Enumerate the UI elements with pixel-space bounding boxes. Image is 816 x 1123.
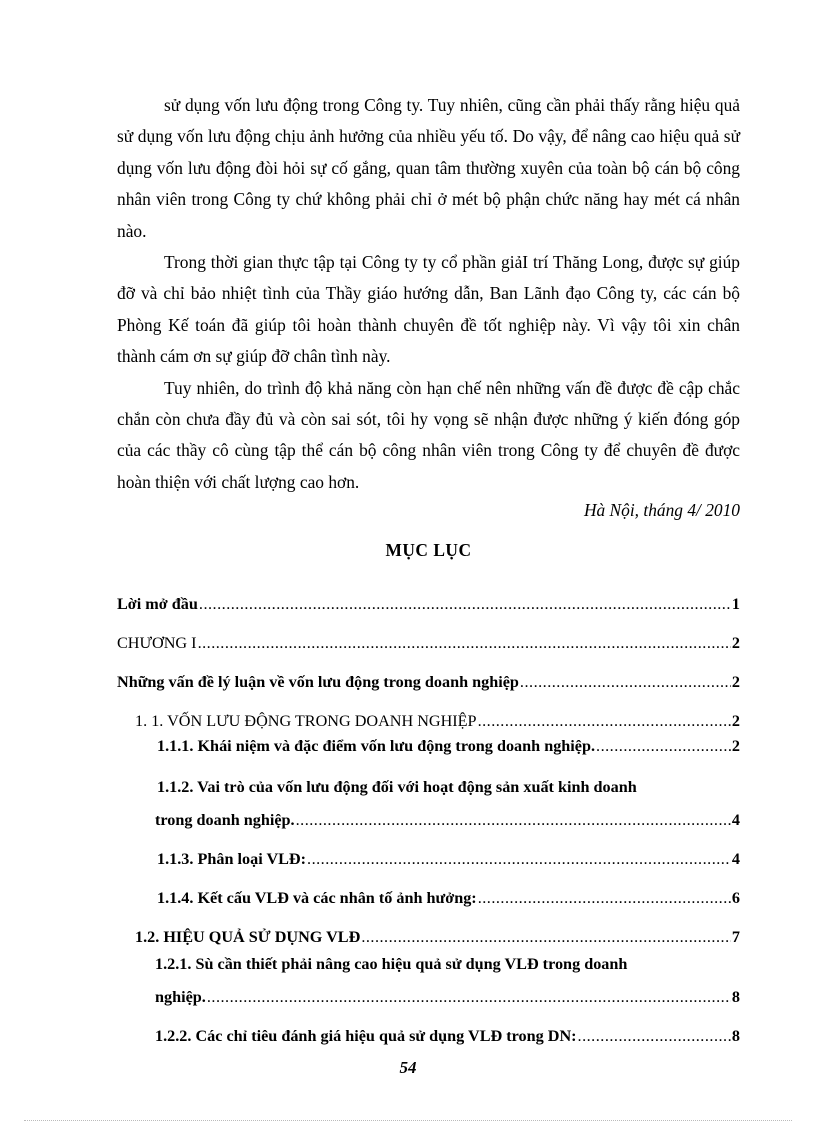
toc-page-number: 7 <box>731 928 740 947</box>
footer-divider <box>24 1120 792 1121</box>
toc-page-number: 8 <box>731 988 740 1007</box>
toc-entry-1-2-2[interactable]: 1.2.2. Các chỉ tiêu đánh giá hiệu quả sử dụng VLĐ trong DN: ..... 8 <box>117 1021 740 1052</box>
toc-page-number: 2 <box>731 673 740 692</box>
toc-page-number: 6 <box>731 889 740 908</box>
toc-leader <box>198 628 731 659</box>
toc-leader <box>596 731 731 762</box>
toc-leader <box>578 1021 731 1052</box>
toc-leader <box>207 982 731 1013</box>
toc-entry-1-1-2-cont[interactable]: trong doanh nghiệp. ..... 4 <box>117 805 740 836</box>
toc-entry-chapter-heading[interactable]: Những vấn đề lý luận về vốn lưu động trong doanh nghiệp ..... 2 <box>117 667 740 698</box>
toc-entry-section-1-1[interactable]: 1. 1. VỐN LƯU ĐỘNG TRONG DOANH NGHIỆP ..... 2 <box>117 706 740 737</box>
toc-page-number: 1 <box>731 595 740 614</box>
toc-entry-section-1-2[interactable]: 1.2. HIỆU QUẢ SỬ DỤNG VLĐ ..... 7 <box>117 922 740 953</box>
toc-entry-1-1-4[interactable]: 1.1.4. Kết cấu VLĐ và các nhân tố ảnh hưởng: ..... 6 <box>117 883 740 914</box>
toc-entry-chuong-1[interactable]: CHƯƠNG I ..... 2 <box>117 628 740 659</box>
toc-page-number: 8 <box>731 1027 740 1046</box>
toc-page-number: 2 <box>731 634 740 653</box>
page-number: 54 <box>399 1058 417 1077</box>
toc-page-number: 4 <box>731 850 740 869</box>
paragraph-2: Trong thời gian thực tập tại Công ty ty cổ phần giảI trí Thăng Long, được sự giúp đỡ và chỉ bảo nhiệt tình của Thầy giáo hướng dẫn, Ban Lãnh đạo Công ty, các cán bộ Phòng Kế toán đã giúp tôi hoàn thành chuyên đề tốt nghiệp này. Vì vậy tôi xin chân thành cám ơn sự giúp đỡ chân tình này. <box>117 252 740 367</box>
toc-page-number: 2 <box>731 712 740 731</box>
toc-entry-1-2-1[interactable]: 1.2.1. Sù cần thiết phải nâng cao hiệu quả sử dụng VLĐ trong doanh <box>155 955 628 974</box>
toc-entry-1-1-2[interactable]: 1.1.2. Vai trò của vốn lưu động đối với hoạt động sản xuất kinh doanh <box>157 778 637 797</box>
table-of-contents <box>117 589 740 1052</box>
toc-leader <box>296 805 731 836</box>
toc-page-number: 4 <box>731 811 740 830</box>
toc-page-number: 2 <box>731 737 740 756</box>
toc-leader <box>478 883 731 914</box>
toc-title: MỤC LỤC <box>385 540 472 561</box>
toc-leader <box>307 844 731 875</box>
paragraph-1: sử dụng vốn lưu động trong Công ty. Tuy nhiên, cũng cần phải thấy rằng hiệu quả sử dụng vốn lưu động chịu ảnh hưởng của nhiều yếu tố. Do vậy, để nâng cao hiệu quả sử dụng vốn lưu động đòi hỏi sự cố gắng, quan tâm thường xuyên của toàn bộ cán bộ công nhân viên trong Công ty chứ không phải chỉ ở mét bộ phận chức năng hay mét cá nhân nào. <box>117 95 740 241</box>
document-body <box>117 90 740 1052</box>
toc-entry-1-1-1[interactable]: 1.1.1. Khái niệm và đặc điểm vốn lưu động trong doanh nghiệp. ..... 2 <box>117 731 740 762</box>
toc-entry-1-2-1-cont[interactable]: nghiệp. ..... 8 <box>117 982 740 1013</box>
signature-date: Hà Nội, tháng 4/ 2010 <box>583 500 740 521</box>
toc-leader <box>520 667 731 698</box>
toc-entry-1-1-3[interactable]: 1.1.3. Phân loại VLĐ: ..... 4 <box>117 844 740 875</box>
paragraph-3: Tuy nhiên, do trình độ khả năng còn hạn chế nên những vấn đề được đề cập chắc chắn còn chưa đầy đủ và còn sai sót, tôi hy vọng sẽ nhận được những ý kiến đóng góp của các thầy cô cùng tập thể cán bộ công nhân viên trong Công ty để chuyên đề được hoàn thiện với chất lượng cao hơn. <box>117 377 740 492</box>
toc-leader <box>199 589 731 620</box>
toc-entry-loi-mo-dau[interactable]: Lời mở đầu ..... 1 <box>117 589 740 620</box>
